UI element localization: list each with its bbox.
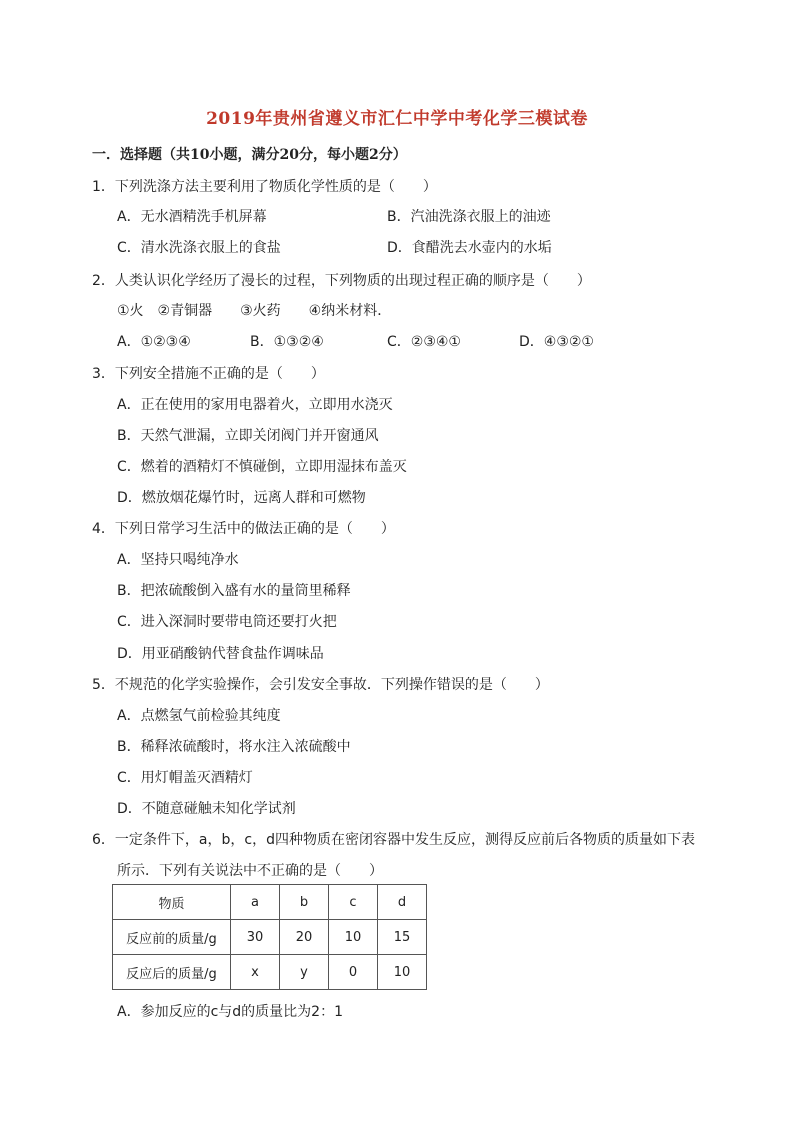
question-1-stem: 1．下列洗涤方法主要利用了物质化学性质的是（ ） — [92, 179, 437, 195]
mass-table — [112, 884, 427, 990]
question-3-option-b: B．天然气泄漏，立即关闭阀门并开窗通风 — [117, 428, 379, 444]
question-6-stem: 6．一定条件下，a，b，c，d四种物质在密闭容器中发生反应，测得反应前后各物质的质量如下表 — [92, 832, 695, 848]
question-5-stem: 5．不规范的化学实验操作，会引发安全事故．下列操作错误的是（ ） — [92, 677, 549, 693]
table-header-cell: d — [378, 885, 427, 920]
section-heading: 一．选择题（共10小题，满分20分，每小题2分） — [92, 147, 407, 163]
exam-title: 2019年贵州省遵义市汇仁中学中考化学三模试卷 — [206, 109, 588, 129]
table-row — [113, 955, 427, 990]
table-header-cell: c — [329, 885, 378, 920]
question-2-stem: 2．人类认识化学经历了漫长的过程，下列物质的出现过程正确的顺序是（ ） — [92, 273, 591, 289]
question-5-option-d: D．不随意碰触未知化学试剂 — [117, 801, 296, 817]
question-5-option-b: B．稀释浓硫酸时，将水注入浓硫酸中 — [117, 739, 351, 755]
table-cell: 0 — [329, 955, 378, 990]
question-5-option-c: C．用灯帽盖灭酒精灯 — [117, 770, 253, 786]
question-5-option-a: A．点燃氢气前检验其纯度 — [117, 708, 281, 724]
table-cell: y — [280, 955, 329, 990]
table-cell: 20 — [280, 920, 329, 955]
table-header-row — [113, 885, 427, 920]
table-cell: 反应后的质量/g — [113, 955, 231, 990]
table-cell: 10 — [329, 920, 378, 955]
question-6-option-a: A．参加反应的c与d的质量比为2：1 — [117, 1004, 343, 1020]
question-1-option-c: C．清水洗涤衣服上的食盐 — [117, 240, 281, 256]
question-2-items: ①火 ②青铜器 ③火药 ④纳米材料． — [117, 303, 392, 319]
question-2-option-c: C．②③④① — [387, 334, 461, 350]
table-cell: 反应前的质量/g — [113, 920, 231, 955]
question-4-option-d: D．用亚硝酸钠代替食盐作调味品 — [117, 646, 324, 662]
table-cell: x — [231, 955, 280, 990]
question-2-option-a: A．①②③④ — [117, 334, 191, 350]
question-3-option-d: D．燃放烟花爆竹时，远离人群和可燃物 — [117, 490, 366, 506]
question-2-option-d: D．④③②① — [519, 334, 594, 350]
question-2-option-b: B．①③②④ — [250, 334, 324, 350]
question-4-option-b: B．把浓硫酸倒入盛有水的量筒里稀释 — [117, 583, 351, 599]
table-cell: 30 — [231, 920, 280, 955]
table-header-cell: 物质 — [113, 885, 231, 920]
question-4-stem: 4．下列日常学习生活中的做法正确的是（ ） — [92, 521, 395, 537]
table-row — [113, 920, 427, 955]
question-3-option-a: A．正在使用的家用电器着火，立即用水浇灭 — [117, 397, 393, 413]
question-3-option-c: C．燃着的酒精灯不慎碰倒，立即用湿抹布盖灭 — [117, 459, 407, 475]
question-1-option-d: D．食醋洗去水壶内的水垢 — [387, 240, 552, 256]
question-4-option-a: A．坚持只喝纯净水 — [117, 552, 239, 568]
question-4-option-c: C．进入深洞时要带电筒还要打火把 — [117, 614, 337, 630]
question-6-stem-continued: 所示．下列有关说法中不正确的是（ ） — [117, 863, 383, 879]
table-cell: 15 — [378, 920, 427, 955]
table-cell: 10 — [378, 955, 427, 990]
question-1-option-a: A．无水酒精洗手机屏幕 — [117, 209, 267, 225]
table-header-cell: a — [231, 885, 280, 920]
question-3-stem: 3．下列安全措施不正确的是（ ） — [92, 366, 325, 382]
question-1-option-b: B．汽油洗涤衣服上的油迹 — [387, 209, 551, 225]
table-header-cell: b — [280, 885, 329, 920]
